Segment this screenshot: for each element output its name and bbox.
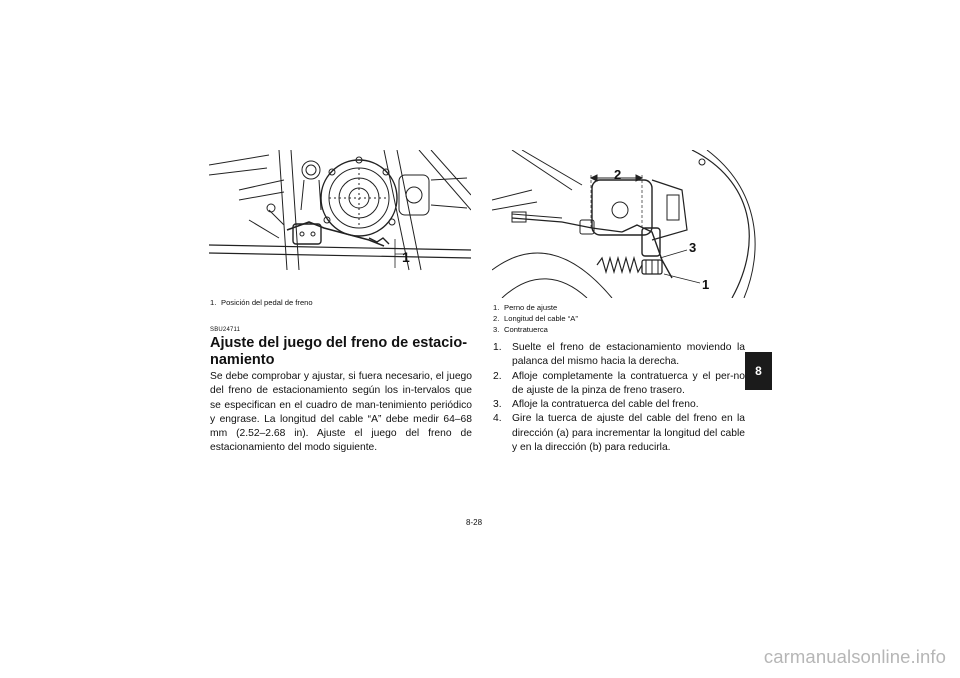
caption-number: 1.: [493, 303, 500, 312]
step-number: 1.: [493, 342, 502, 353]
step-number: 4.: [493, 413, 502, 425]
step-text: Gire la tuerca de ajuste del cable del freno en la dirección (a) para incrementar la longitud del cable y en la dirección (b) para reducirla.: [512, 413, 745, 454]
caption-item: [493, 324, 578, 335]
caption-item: [493, 302, 578, 313]
caption-text: Perno de ajuste: [504, 303, 558, 312]
step-text: Suelte el freno de estacionamiento moviendo la palanca del mismo hacia la derecha.: [512, 342, 745, 368]
parking-brake-drawing: [492, 150, 764, 298]
caption-item: [210, 297, 313, 308]
watermark-link[interactable]: carmanualsonline.info: [763, 646, 946, 667]
parking-brake-cable-illustration: [492, 150, 764, 298]
brake-pedal-illustration: [209, 150, 471, 273]
step-item: [493, 341, 745, 370]
step-text: Afloje completamente la contratuerca y el per-no de ajuste de la pinza de freno trasero.: [512, 370, 745, 396]
callout-3-right: 3: [689, 240, 697, 255]
step-number: 3.: [493, 399, 502, 411]
step-number: 2.: [493, 370, 502, 382]
brake-pedal-drawing: [209, 150, 471, 273]
caption-number: 1.: [210, 298, 217, 307]
callout-1-right: 1: [702, 277, 710, 292]
left-figure-caption: [210, 297, 313, 308]
callout-1-left: 1: [402, 249, 410, 265]
callout-2-right: 2: [614, 167, 622, 182]
step-text: Afloje la contratuerca del cable del freno.: [512, 399, 699, 411]
section-tab: 8: [745, 352, 772, 390]
caption-item: [493, 313, 578, 324]
step-item: [493, 370, 745, 399]
step-item: [493, 398, 745, 412]
caption-number: 3.: [493, 325, 500, 334]
caption-text: Longitud del cable “A”: [504, 314, 578, 323]
section-code: SBU24711: [210, 327, 241, 333]
caption-number: 2.: [493, 314, 500, 323]
adjustment-steps: [493, 341, 745, 455]
caption-text: Contratuerca: [504, 325, 548, 334]
right-figure-caption: [493, 302, 578, 335]
page-number: 8-28: [466, 518, 483, 527]
section-heading: Ajuste del juego del freno de estacio-namiento: [210, 335, 468, 368]
step-item: [493, 412, 745, 455]
section-paragraph: Se debe comprobar y ajustar, si fuera necesario, el juego del freno de estacionamiento según los in-tervalos que se especifican en el cuadro de man-tenimiento periódico y engrase. La longitud del cable “A” debe medir 64–68 mm (2.52–2.68 in). Ajuste el juego del freno de estacionamiento del modo siguiente.: [210, 371, 472, 454]
caption-text: Posición del pedal de freno: [221, 298, 313, 307]
